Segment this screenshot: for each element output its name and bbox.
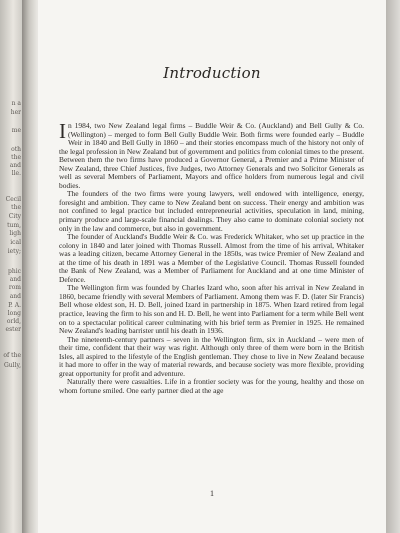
- body-text: [59, 119, 364, 396]
- facing-page-fragment: lle.: [11, 170, 21, 177]
- drop-cap: I: [59, 119, 66, 143]
- facing-page-fragment: ical: [10, 239, 21, 246]
- facing-page-fragment: and: [9, 276, 21, 283]
- page-number: 1: [210, 489, 214, 498]
- facing-page-fragment: iety;: [7, 248, 21, 255]
- facing-page-fragment: rom: [8, 284, 21, 291]
- paragraph: The Wellington firm was founded by Charles Izard who, soon after his arrival in New Zealand in 1860, became friendly with several Members of Parliament. Among them was F. D. (later Sir Francis) Bell whose eldest son, H. D. Bell, joined Izard in partnership in 1875. When Izard retired from legal practice, leaving the firm to his son and H. D. Bell, he went into Parliament for a term while Bell went on to a spectacular political career culminating with his brief term as Premier in 1925. He remained New Zealand's leading barrister until his death in 1936.: [59, 283, 364, 336]
- facing-page-fragment: of the: [3, 352, 21, 359]
- facing-page-fragment: the: [11, 204, 21, 211]
- facing-page-fragment: her: [10, 109, 21, 116]
- facing-page-fragment: long: [7, 310, 21, 317]
- facing-page-fragment: tum,: [7, 222, 21, 229]
- facing-page-fragment: ligh: [9, 230, 21, 237]
- facing-page-fragment: and: [9, 162, 21, 169]
- facing-page-fragment: City: [8, 213, 21, 220]
- paragraph: In 1984, two New Zealand legal firms – Buddle Weir & Co. (Auckland) and Bell Gully & Co. (Wellington) – merged to form Bell Gully Buddle Weir. Both firms were founded early – Buddle Weir in 1840 and Bell Gully in 1860 – and their stories encompass much of the history not only of the legal profession in New Zealand but of government and politics from colonial times to the present. Between them the two firms have produced a Governor General, a Premier and a Prime Minister of New Zealand, three Chief Justices, five Judges, two Attorney Generals and two Solicitor Generals as well as several Members of Parliament, Mayors and office holders from numerous legal and civil bodies.: [59, 119, 364, 190]
- facing-page-fragment: phic: [8, 268, 21, 275]
- facing-page-fragment: Cecil: [5, 196, 21, 203]
- facing-page-fragment: and: [9, 293, 21, 300]
- facing-page-edge: [0, 0, 22, 533]
- facing-page-fragment: n a: [11, 100, 21, 107]
- paragraph: The founders of the two firms were young lawyers, well endowed with intelligence, energy, foresight and ambition. They came to New Zealand bent on success. Their energy and ambition was not confined to legal practice but included entrepreneurial activities, speculation in land, mining, primary produce and large-scale financial dealings. They also came to dominate colonial society not only in the law and commerce, but also in government.: [59, 189, 364, 233]
- paragraph: The founder of Auckland's Buddle Weir & Co. was Frederick Whitaker, who set up practice in the colony in 1840 and later joined with Thomas Russell. Almost from the time of his arrival, Whitaker was a leading citizen, became Attorney General in the 1850s, was twice Premier of New Zealand and at the time of his death in 1891 was a Member of the Legislative Council. Thomas Russell founded the Bank of New Zealand, was a Member of Parliament for Auckland and at one time Minister of Defence.: [59, 232, 364, 284]
- page-stack-edge: [386, 0, 400, 533]
- facing-page-fragment: P. A.: [8, 302, 21, 309]
- book-page: [38, 0, 386, 533]
- paragraph: Naturally there were casualties. Life in a frontier society was for the young, healthy and those on whom fortune smiled. One early partner died at the age: [59, 377, 364, 395]
- facing-page-fragment: orld,: [6, 318, 21, 325]
- facing-page-fragment: Gully,: [4, 362, 21, 369]
- facing-page-fragment: ester: [5, 326, 21, 333]
- book-gutter: [22, 0, 38, 533]
- paragraph: The nineteenth-century partners – seven in the Wellington firm, six in Auckland – were men of their time, confident that their way was right. Although only three of them were born in the British Isles, all aspired to the lifestyle of the English gentleman. They chose to live in New Zealand because it had more to offer in the way of material rewards, and because society was more flexible, providing great opportunity for profit and adventure.: [59, 334, 364, 378]
- facing-page-fragment: the: [11, 154, 21, 161]
- chapter-title: Introduction: [163, 64, 261, 82]
- facing-page-fragment: me: [11, 127, 21, 134]
- facing-page-fragment: oth: [11, 146, 21, 153]
